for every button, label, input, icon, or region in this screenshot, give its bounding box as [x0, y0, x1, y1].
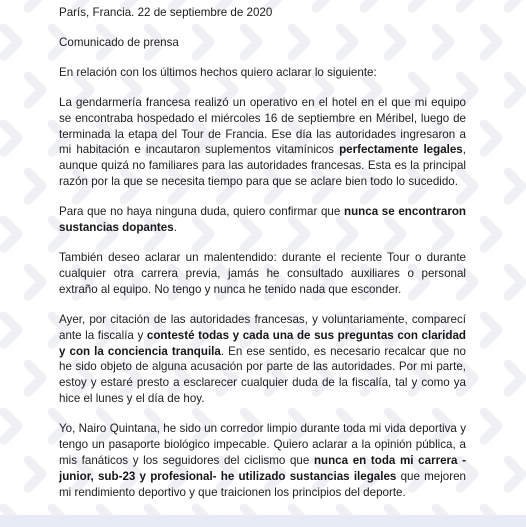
footer-band [0, 515, 526, 527]
watermark-chevron [388, 508, 402, 527]
watermark-chevron [28, 364, 42, 392]
watermark-chevron [4, 412, 18, 440]
watermark-chevron [436, 508, 450, 527]
paragraph-text: La gendarmería francesa realizó un operativo en el hotel en el que mi equipo se encontraba hospedado el miércoles 16 de septiembre en Méribel, luego de terminada la etapa del Tour de Francia. Ese día las autoridades ingresaron a mi habitación e incautaron suplementos vitamínicos [59, 95, 466, 157]
watermark-chevron [4, 220, 18, 248]
dateline: París, Francia. 22 de septiembre de 2020 [59, 6, 273, 19]
watermark-chevron [484, 316, 498, 344]
paragraph-text: Ayer, por citación de las autoridades francesas, y voluntariamente, comparecí ante la fiscalía y [59, 312, 466, 342]
paragraph-text: Yo, Nairo Quintana, he sido un corredor limpio durante toda mi vida deportiva y tengo un pasaporte biológico impecable. Quiero aclarar a la opinión pública, a mis fanáticos y los seguidores del ciclismo que [59, 422, 466, 467]
watermark-chevron [508, 460, 522, 488]
emphasis-text: nunca se encontraron sustancias dopantes [59, 205, 466, 235]
paragraph-text: . En ese sentido, es necesario recalcar que no he sido objeto de alguna acusación por parte de las autoridades. Por mi parte, estoy y estaré presto a esclarecer cualquier duda de la fiscalía, tal y como ya hice el lunes y el día de hoy. [59, 344, 466, 406]
paragraph-text: . [173, 221, 177, 235]
watermark-chevron [4, 508, 18, 527]
watermark-chevron [484, 220, 498, 248]
watermark-chevron [340, 508, 354, 527]
body-paragraph [59, 250, 466, 298]
watermark-chevron [28, 268, 42, 296]
body-paragraphs [59, 65, 466, 501]
watermark-chevron [28, 172, 42, 200]
watermark-chevron [508, 268, 522, 296]
watermark-chevron [508, 172, 522, 200]
watermark-chevron [4, 316, 18, 344]
paragraph-text: Para que no haya ninguna duda, quiero confirmar que [59, 205, 344, 219]
watermark-chevron [508, 0, 522, 8]
watermark-chevron [196, 508, 210, 527]
watermark-chevron [244, 508, 258, 527]
watermark-chevron [52, 508, 66, 527]
watermark-chevron [484, 124, 498, 152]
emphasis-text: nunca en toda mi carrera - junior, sub-23 y profesional- he utilizado sustancias ilegales [59, 453, 467, 483]
watermark-chevron [28, 76, 42, 104]
watermark-chevron [292, 508, 306, 527]
paragraph-text: que mejoren mi rendimiento deportivo y que traicionen los principios del deporte. [59, 469, 467, 499]
watermark-chevron [148, 508, 162, 527]
body-paragraph [59, 204, 466, 236]
document-type: Comunicado de prensa [59, 35, 179, 49]
paragraph-text: En relación con los últimos hechos quiero aclarar lo siguiente: [59, 65, 377, 79]
watermark-chevron [100, 508, 114, 527]
paragraph-text: También deseo aclarar un malentendido: durante el reciente Tour o durante cualquier otra carrera previa, jamás he consultado auxiliares o personal extraño al equipo. No tengo y nunca he tenido nada que esconder. [59, 250, 466, 296]
watermark-chevron [484, 508, 498, 527]
body-paragraph [59, 312, 466, 407]
watermark-chevron [4, 124, 18, 152]
watermark-chevron [484, 412, 498, 440]
body-paragraph [59, 95, 466, 190]
emphasis-text: contesté todas y cada una de sus preguntas con claridad y con la conciencia tranquila [59, 328, 466, 358]
press-release [59, 5, 466, 501]
paragraph-text: , aunque quizá no familiares para las autoridades francesas. Esta es la principal razón por la que se necesita tiempo para que se aclare bien todo lo sucedido. [59, 143, 466, 189]
watermark-chevron [484, 28, 498, 56]
watermark-chevron [508, 364, 522, 392]
watermark-chevron [28, 460, 42, 488]
body-paragraph [59, 65, 466, 81]
watermark-chevron [4, 28, 18, 56]
body-paragraph [59, 421, 466, 501]
emphasis-text: perfectamente legales [339, 143, 463, 157]
watermark-chevron [508, 76, 522, 104]
watermark-chevron [28, 0, 42, 8]
